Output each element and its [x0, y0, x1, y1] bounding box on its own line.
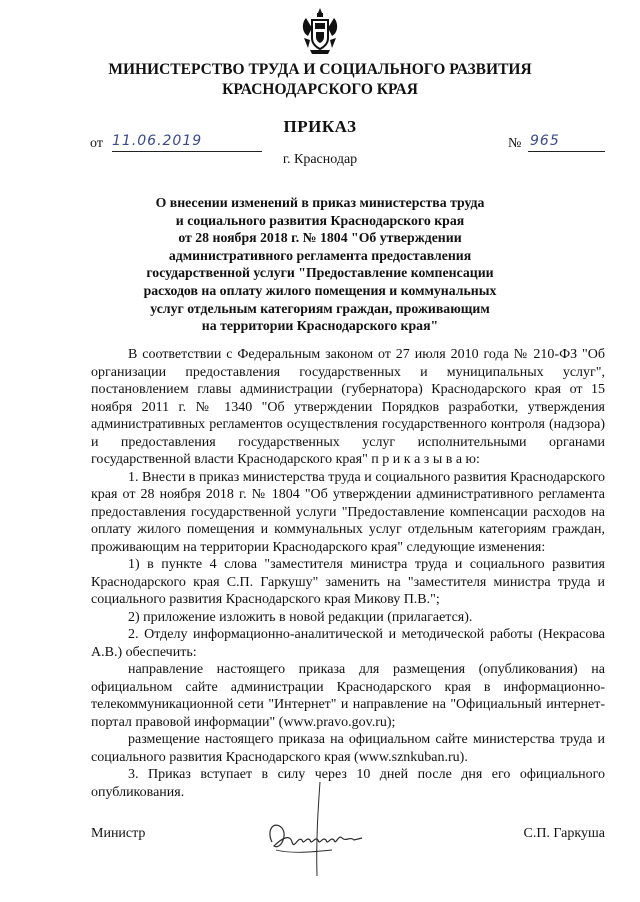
title-line: услуг отдельным категориям граждан, проживающим — [150, 300, 490, 316]
order-title — [100, 194, 540, 335]
title-line: государственной услуги "Предоставление компенсации — [146, 265, 494, 281]
signatory-position: Министр — [91, 826, 146, 841]
city: г. Краснодар — [282, 152, 358, 167]
title-line: от 28 ноября 2018 г. № 1804 "Об утверждении — [178, 230, 462, 246]
ministry-line-1: МИНИСТЕРСТВО ТРУДА И СОЦИАЛЬНОГО РАЗВИТИЯ — [108, 61, 532, 78]
title-line: расходов на оплату жилого помещения и коммунальных — [143, 282, 497, 298]
title-line: О внесении изменений в приказ министерства труда — [155, 195, 485, 210]
order-number: 965 — [530, 133, 560, 149]
clause-2-item-paragraph: направление настоящего приказа для размещения (опубликования) на официальном сайте администрации Краснодарского края в информационно-телекоммуникационной сети "Интернет" и направление на "Официальный интернет-портал правовой информации" (www.pravo.gov.ru); — [91, 662, 605, 730]
number-field — [528, 134, 605, 152]
coat-of-arms-emblem — [298, 4, 342, 58]
ministry-name — [60, 60, 580, 100]
subclause-1-paragraph: 1) в пункте 4 слова "заместителя министра труда и социального развития Краснодарского края С.П. Гаркушу" заменить на "заместителя министра труда и социального развития Краснодарского края Микову П.В."; — [91, 557, 605, 607]
title-line: и социального развития Краснодарского края — [175, 212, 465, 228]
title-line: административного регламента предоставления — [168, 247, 472, 263]
order-body — [91, 346, 605, 801]
subclause-2-paragraph: 2) приложение изложить в новой редакции (прилагается). — [128, 609, 473, 625]
clause-1-paragraph: 1. Внести в приказ министерства труда и социального развития Краснодарского края от 28 ноября 2018 г. № 1804 "Об утверждении административного регламента предоставления государственной услуги "Предоставление компенсации расходов на оплату жилого помещения и коммунальных услуг отдельным категориям граждан, проживающим на территории Краснодарского края" следующие изменения: — [91, 469, 605, 555]
preamble-paragraph: В соответствии с Федеральным законом от 27 июля 2010 года № 210-ФЗ "Об организации предоставления государственных и муниципальных услуг", постановлением главы администрации (губернатора) Краснодарского края от 15 ноября 2011 г. № 1340 "Об утверждении Порядков разработки, утверждения административных регламентов осуществления государственного контроля (надзора) и предоставления государственных услуг исполнительными органами государственной власти Краснодарского края" п р и к а з ы в а ю: — [91, 347, 605, 467]
document-type: ПРИКАЗ — [283, 117, 357, 136]
signatory-name: С.П. Гаркуша — [523, 826, 605, 841]
date-field — [112, 134, 262, 152]
ministry-line-2: КРАСНОДАРСКОГО КРАЯ — [222, 81, 418, 98]
clause-2-paragraph: 2. Отделу информационно-аналитической и методической работы (Некрасова А.В.) обеспечить: — [91, 627, 605, 660]
order-date: 11.06.2019 — [112, 133, 203, 149]
signature-block — [91, 826, 605, 866]
clause-3-paragraph: 3. Приказ вступает в силу через 10 дней после дня его официального опубликования. — [91, 767, 605, 800]
clause-2-item-paragraph: размещение настоящего приказа на официальном сайте министерства труда и социального развития Краснодарского края (www.sznkuban.ru). — [91, 732, 605, 765]
date-label: от — [90, 136, 103, 151]
number-label: № — [508, 136, 522, 151]
title-line: на территории Краснодарского края" — [201, 318, 439, 334]
